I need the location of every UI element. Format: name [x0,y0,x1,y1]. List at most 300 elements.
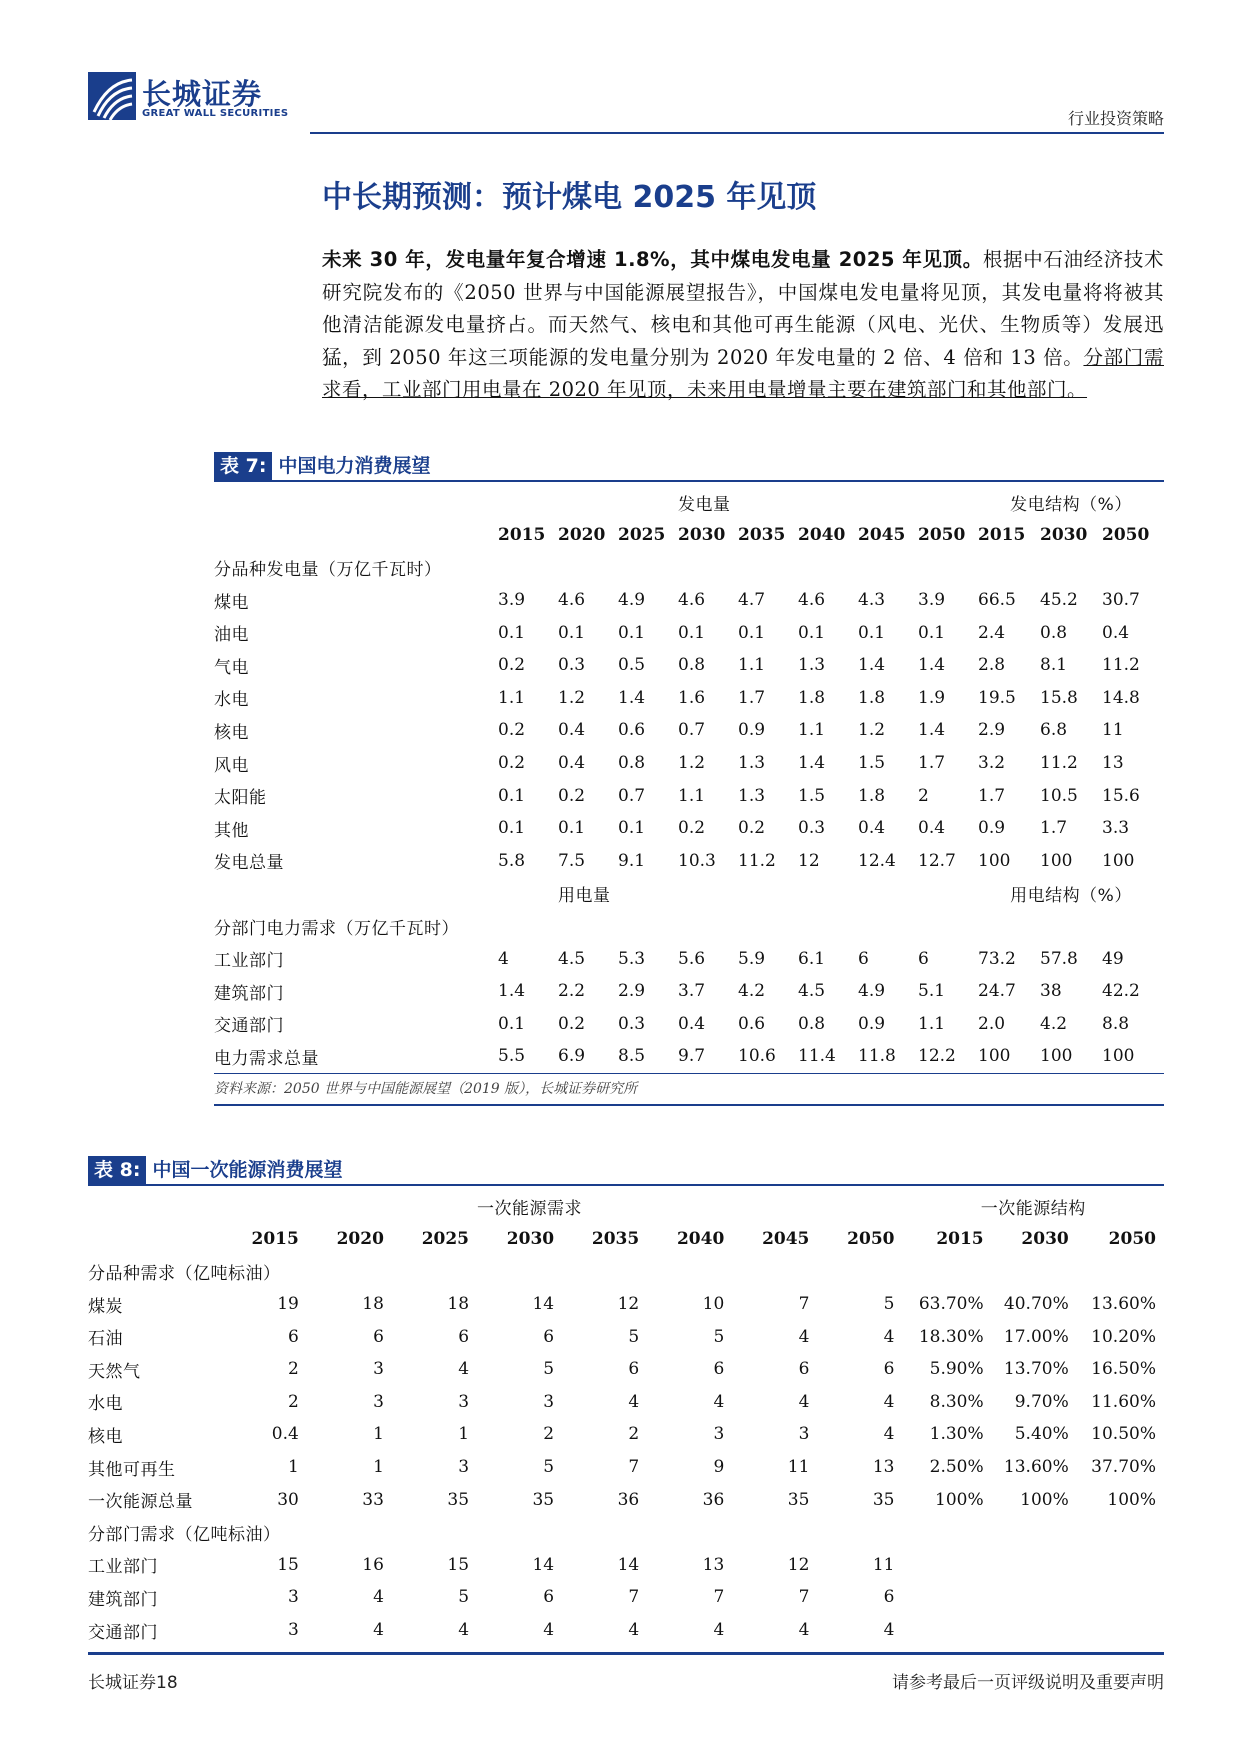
data-cell: 36 [702,1489,725,1510]
data-cell: 1.7 [918,753,946,774]
table8-title-bar [88,1156,1164,1184]
data-cell: 13.60% [1003,1457,1069,1478]
data-cell: 4.6 [798,590,826,611]
paragraph-lead: 未来 30 年，发电量年复合增速 1.8%，其中煤电发电量 2025 年见顶。 [322,248,983,271]
page-header [88,62,1164,132]
data-cell: 4.7 [738,590,766,611]
data-cell: 6 [883,1587,895,1608]
table-row [214,616,1164,649]
row-label: 煤电 [214,592,249,613]
data-cell: 3.2 [978,753,1006,774]
data-cell: 100 [1040,1046,1073,1067]
row-label: 核电 [88,1426,123,1447]
data-cell: 4 [458,1359,470,1380]
data-cell: 0.8 [798,1013,826,1034]
data-cell: 0.3 [798,818,826,839]
data-cell: 66.5 [978,590,1016,611]
data-cell: 0.2 [498,753,526,774]
data-cell: 1.1 [498,687,526,708]
data-cell: 13 [872,1457,895,1478]
data-cell: 3 [288,1587,299,1608]
data-cell: 0.4 [1102,622,1130,643]
data-cell: 10.20% [1091,1326,1156,1347]
data-cell: 13.60% [1091,1294,1156,1315]
data-cell: 0.6 [618,720,646,741]
data-cell: 4 [883,1391,895,1412]
section-label: 分品种需求（亿吨标油） [88,1263,281,1284]
data-cell: 6 [918,948,929,969]
data-cell: 0.9 [738,720,766,741]
year-header: 2015 [936,1228,984,1249]
year-header: 2050 [1108,1228,1156,1249]
data-cell: 0.1 [678,622,706,643]
data-cell: 1.8 [798,687,826,708]
data-cell [992,1549,1077,1582]
data-cell: 7 [798,1587,810,1608]
data-cell [1077,1581,1164,1614]
data-cell: 19 [277,1294,299,1315]
data-cell: 0.8 [678,655,706,676]
data-cell: 14 [617,1554,640,1575]
data-cell: 5 [883,1294,895,1315]
data-cell: 1.2 [858,720,886,741]
year-header: 2045 [762,1228,810,1249]
data-cell: 1.3 [798,655,826,676]
table8-label: 表 8: [88,1156,146,1184]
data-cell: 5.8 [498,850,526,871]
data-cell [902,1549,991,1582]
data-cell: 3.9 [918,590,946,611]
data-cell: 1.1 [918,1013,946,1034]
data-cell: 100 [978,1046,1011,1067]
data-cell: 37.70% [1091,1457,1156,1478]
data-cell: 4 [628,1620,640,1641]
table7-title: 中国电力消费展望 [278,455,431,477]
data-cell: 6 [858,948,869,969]
section-row [88,1516,1164,1549]
blank-cell [732,1190,902,1223]
data-cell: 8.5 [618,1046,646,1067]
section-row [88,1255,1164,1288]
data-cell: 6.9 [558,1046,586,1067]
data-cell: 16.50% [1091,1359,1156,1380]
data-cell: 1.30% [929,1424,984,1445]
source-divider-top [214,1073,1164,1074]
data-cell: 1.3 [738,753,766,774]
row-label: 天然气 [88,1361,141,1382]
data-cell: 4.2 [1040,1013,1068,1034]
data-cell: 0.1 [618,622,646,643]
year-header-row [88,1223,1164,1256]
data-cell: 6.1 [798,948,826,969]
data-cell: 2 [288,1391,299,1412]
row-label: 建筑部门 [88,1589,158,1610]
data-cell: 12 [798,850,820,871]
data-cell [992,1581,1077,1614]
data-cell: 0.1 [558,818,586,839]
data-cell: 1.7 [738,687,766,708]
blank-cell [88,1223,222,1256]
data-cell: 0.2 [558,1013,586,1034]
data-cell: 7 [628,1457,640,1478]
data-cell: 0.4 [918,818,946,839]
year-header: 2050 [918,524,966,545]
data-cell: 3 [543,1391,555,1412]
paragraph-text: 根据中石油经济技术研究院发布的《2050 世界与中国能源展望报告》，中国煤电发电量将见顶，其发电量将将被其他清洁能源发电量挤占。而天然气、核电和其他可再生能源（风电、光伏、生物质等）发展迅猛，到 2050 年这三项能源的发电量分别为 2020 年发电量的 2 倍、4 倍和 13 倍。 [322,248,1164,369]
data-cell: 1.1 [678,785,706,806]
section-row [214,551,1164,584]
data-cell: 10.5 [1040,785,1078,806]
data-cell: 4.6 [678,590,706,611]
data-cell: 4 [458,1620,470,1641]
data-cell: 5.90% [929,1359,984,1380]
section-label: 分部门电力需求（万亿千瓦时） [214,918,459,939]
data-cell: 5.6 [678,948,706,969]
data-cell: 4 [713,1391,725,1412]
data-cell: 0.2 [498,720,526,741]
data-cell: 40.70% [1003,1294,1069,1315]
source-divider-bottom [214,1104,1164,1106]
data-cell: 1.8 [858,785,886,806]
data-cell: 1 [288,1457,299,1478]
data-cell: 1.1 [738,655,766,676]
data-cell: 4.5 [798,981,826,1002]
data-cell: 4.9 [858,981,886,1002]
paragraph-underlined: 分部门需求看，工业部门用电量在 2020 年见顶，未来用电量增量主要在建筑部门和其他部门。 [322,345,1164,401]
logo-chinese-name: 长城证券 [142,77,263,111]
data-cell: 0.3 [618,1013,646,1034]
data-cell: 35 [872,1489,895,1510]
body-paragraph [322,244,1164,407]
data-cell: 0.1 [918,622,946,643]
data-cell: 1.6 [678,687,706,708]
data-cell: 3 [713,1424,725,1445]
table-row [214,845,1164,878]
table-row [214,779,1164,812]
year-header: 2045 [858,524,906,545]
data-cell: 3 [458,1391,470,1412]
data-cell: 35 [532,1489,555,1510]
data-cell: 2.0 [978,1013,1006,1034]
data-cell: 3.9 [498,590,526,611]
data-cell: 0.3 [558,655,586,676]
data-cell: 0.1 [558,622,586,643]
row-label: 建筑部门 [214,983,284,1004]
data-cell: 2 [288,1359,299,1380]
data-cell: 7 [798,1294,810,1315]
data-cell: 30 [277,1489,299,1510]
data-cell: 1.4 [918,720,946,741]
row-label: 太阳能 [214,788,267,809]
data-cell: 6 [883,1359,895,1380]
data-cell: 63.70% [918,1294,984,1315]
data-cell: 2.9 [978,720,1006,741]
data-cell: 3 [458,1457,470,1478]
data-cell: 0.6 [738,1013,766,1034]
data-cell: 0.4 [558,753,586,774]
data-cell: 73.2 [978,948,1016,969]
data-cell: 0.8 [618,753,646,774]
header-divider [310,132,1164,134]
report-type: 行业投资策略 [1067,109,1164,128]
data-cell: 30.7 [1102,590,1140,611]
data-cell: 7 [713,1587,725,1608]
row-label: 一次能源总量 [88,1492,193,1513]
row-label: 煤炭 [88,1296,123,1317]
data-cell: 4 [798,1326,810,1347]
row-label: 风电 [214,755,249,776]
data-cell: 100 [978,850,1011,871]
data-cell [902,1614,991,1647]
group-header-row [88,1190,1164,1223]
data-cell: 1.4 [618,687,646,708]
data-cell: 2 [543,1424,555,1445]
year-header: 2030 [1021,1228,1069,1249]
data-cell: 4 [373,1587,384,1608]
data-cell: 1 [373,1457,384,1478]
data-cell: 0.4 [858,818,886,839]
data-cell: 0.1 [798,622,826,643]
year-header: 2020 [336,1228,384,1249]
data-cell: 0.2 [498,655,526,676]
section-label: 分部门需求（亿吨标油） [88,1524,281,1545]
group-header: 一次能源需求 [477,1198,583,1219]
year-header: 2015 [498,524,546,545]
data-cell: 49 [1102,948,1124,969]
year-header: 2040 [798,524,846,545]
row-label: 电力需求总量 [214,1048,319,1069]
data-cell: 36 [617,1489,640,1510]
data-cell: 2.9 [618,981,646,1002]
data-cell: 5.9 [738,948,766,969]
data-cell: 1.5 [798,785,826,806]
row-label: 其他 [214,820,249,841]
data-cell: 1 [458,1424,470,1445]
table-row [88,1288,1164,1321]
data-cell: 100% [935,1489,984,1510]
data-cell: 0.1 [498,785,526,806]
data-cell: 0.8 [1040,622,1068,643]
data-cell: 0.2 [558,785,586,806]
data-cell: 4 [798,1391,810,1412]
data-cell: 0.1 [498,818,526,839]
table-row [214,812,1164,845]
blank-cell [798,486,978,519]
data-cell: 19.5 [978,687,1016,708]
group-header: 用电结构（%） [1010,885,1132,906]
data-cell: 14 [532,1554,555,1575]
data-cell: 4 [798,1620,810,1641]
data-cell: 1 [373,1424,384,1445]
table8-title: 中国一次能源消费展望 [152,1159,343,1181]
year-header: 2050 [1102,524,1150,545]
data-cell: 0.4 [678,1013,706,1034]
data-cell: 11.2 [1102,655,1140,676]
data-cell: 4 [883,1326,895,1347]
year-header-row [214,519,1164,552]
data-cell: 2.50% [929,1457,984,1478]
table-row [214,975,1164,1008]
data-cell: 13 [702,1554,725,1575]
footer-page-number: 长城证券18 [88,1673,178,1693]
table7-source: 资料来源：2050 世界与中国能源展望（2019 版），长城证券研究所 [214,1081,638,1097]
data-cell: 10.6 [738,1046,776,1067]
data-cell: 0.2 [678,818,706,839]
data-cell: 9 [713,1457,725,1478]
data-cell: 5.1 [918,981,946,1002]
data-cell: 2.8 [978,655,1006,676]
table-row [88,1549,1164,1582]
data-cell: 11 [872,1554,895,1575]
data-cell: 9.70% [1014,1391,1069,1412]
data-cell: 5 [713,1326,725,1347]
row-label: 交通部门 [214,1016,284,1037]
year-header: 2030 [1040,524,1088,545]
data-cell: 5 [543,1457,555,1478]
table-row [88,1614,1164,1647]
data-cell: 0.9 [978,818,1006,839]
data-cell: 13.70% [1003,1359,1069,1380]
data-cell: 18 [362,1294,384,1315]
row-label: 油电 [214,625,249,646]
data-cell: 14 [532,1294,555,1315]
year-header: 2025 [618,524,666,545]
data-cell: 18 [447,1294,470,1315]
data-cell: 7 [628,1587,640,1608]
data-cell: 24.7 [978,981,1016,1002]
data-cell: 0.7 [678,720,706,741]
row-label: 水电 [214,690,249,711]
table-row [214,1008,1164,1041]
blank-cell [678,877,978,910]
data-cell: 0.9 [858,1013,886,1034]
data-cell: 3 [288,1620,299,1641]
data-cell: 4.2 [738,981,766,1002]
table-row [88,1581,1164,1614]
data-cell: 2 [628,1424,640,1445]
data-cell: 0.1 [858,622,886,643]
table-row [88,1386,1164,1419]
row-label: 核电 [214,722,249,743]
data-cell: 3 [373,1359,384,1380]
data-cell: 11.2 [738,850,776,871]
table-row [88,1451,1164,1484]
table7-label: 表 7: [214,452,272,480]
group-header: 一次能源结构 [980,1198,1086,1219]
data-cell: 35 [447,1489,470,1510]
data-cell: 0.4 [271,1424,299,1445]
data-cell: 0.7 [618,785,646,806]
section-label: 分品种发电量（万亿千瓦时） [214,559,442,580]
row-label: 发电总量 [214,853,284,874]
year-header: 2050 [847,1228,895,1249]
data-cell: 11 [787,1457,810,1478]
data-cell: 4 [883,1424,895,1445]
data-cell: 8.8 [1102,1013,1130,1034]
data-cell: 5.5 [498,1046,526,1067]
data-cell: 5 [543,1359,555,1380]
data-cell: 12 [787,1554,810,1575]
data-cell: 0.4 [558,720,586,741]
group-header-row [214,877,1164,910]
row-label: 水电 [88,1394,123,1415]
data-cell: 57.8 [1040,948,1078,969]
footer-divider [88,1652,1164,1655]
data-cell: 11.2 [1040,753,1078,774]
data-cell: 4 [373,1620,384,1641]
data-cell: 100% [1020,1489,1069,1510]
table-row [88,1320,1164,1353]
data-cell: 17.00% [1003,1326,1069,1347]
data-cell: 2.4 [978,622,1006,643]
row-label: 工业部门 [214,951,284,972]
data-cell [902,1581,991,1614]
row-label: 石油 [88,1329,123,1350]
data-cell: 6 [628,1359,640,1380]
data-cell: 33 [362,1489,384,1510]
data-cell: 0.2 [738,818,766,839]
data-cell: 1.4 [498,981,526,1002]
data-cell: 15 [277,1554,299,1575]
data-cell: 3.3 [1102,818,1130,839]
row-label: 交通部门 [88,1622,158,1643]
data-cell: 6 [458,1326,470,1347]
data-cell: 6.8 [1040,720,1068,741]
data-cell: 45.2 [1040,590,1078,611]
data-cell: 1.4 [798,753,826,774]
data-cell: 12.2 [918,1046,956,1067]
data-cell: 1.7 [1040,818,1068,839]
data-cell: 35 [787,1489,810,1510]
table-row [214,714,1164,747]
data-cell: 11.8 [858,1046,896,1067]
blank-cell [498,486,678,519]
table-row [214,649,1164,682]
data-cell: 0.1 [618,818,646,839]
section-row [214,910,1164,943]
data-cell: 6 [713,1359,725,1380]
data-cell: 5 [458,1587,470,1608]
data-cell: 5.40% [1014,1424,1069,1445]
data-cell: 5 [628,1326,640,1347]
table7 [214,486,1164,1073]
data-cell: 7.5 [558,850,586,871]
data-cell: 4 [713,1620,725,1641]
data-cell: 10.3 [678,850,716,871]
group-header-row [214,486,1164,519]
table-row [214,682,1164,715]
data-cell: 15 [447,1554,470,1575]
data-cell: 12 [617,1294,640,1315]
blank-cell [498,877,558,910]
table-row [88,1353,1164,1386]
data-cell: 4 [543,1620,555,1641]
data-cell: 11.60% [1091,1391,1156,1412]
year-header: 2030 [678,524,726,545]
footer-disclaimer: 请参考最后一页评级说明及重要声明 [892,1673,1164,1693]
row-label: 其他可再生 [88,1459,176,1480]
data-cell: 5.3 [618,948,646,969]
data-cell: 11.4 [798,1046,836,1067]
logo-english-name: GREAT WALL SECURITIES [142,108,289,119]
data-cell: 1.3 [738,785,766,806]
data-cell: 8.1 [1040,655,1068,676]
data-cell: 1.9 [918,687,946,708]
data-cell [1077,1549,1164,1582]
data-cell: 1.8 [858,687,886,708]
year-header: 2015 [978,524,1026,545]
year-header: 2035 [738,524,786,545]
